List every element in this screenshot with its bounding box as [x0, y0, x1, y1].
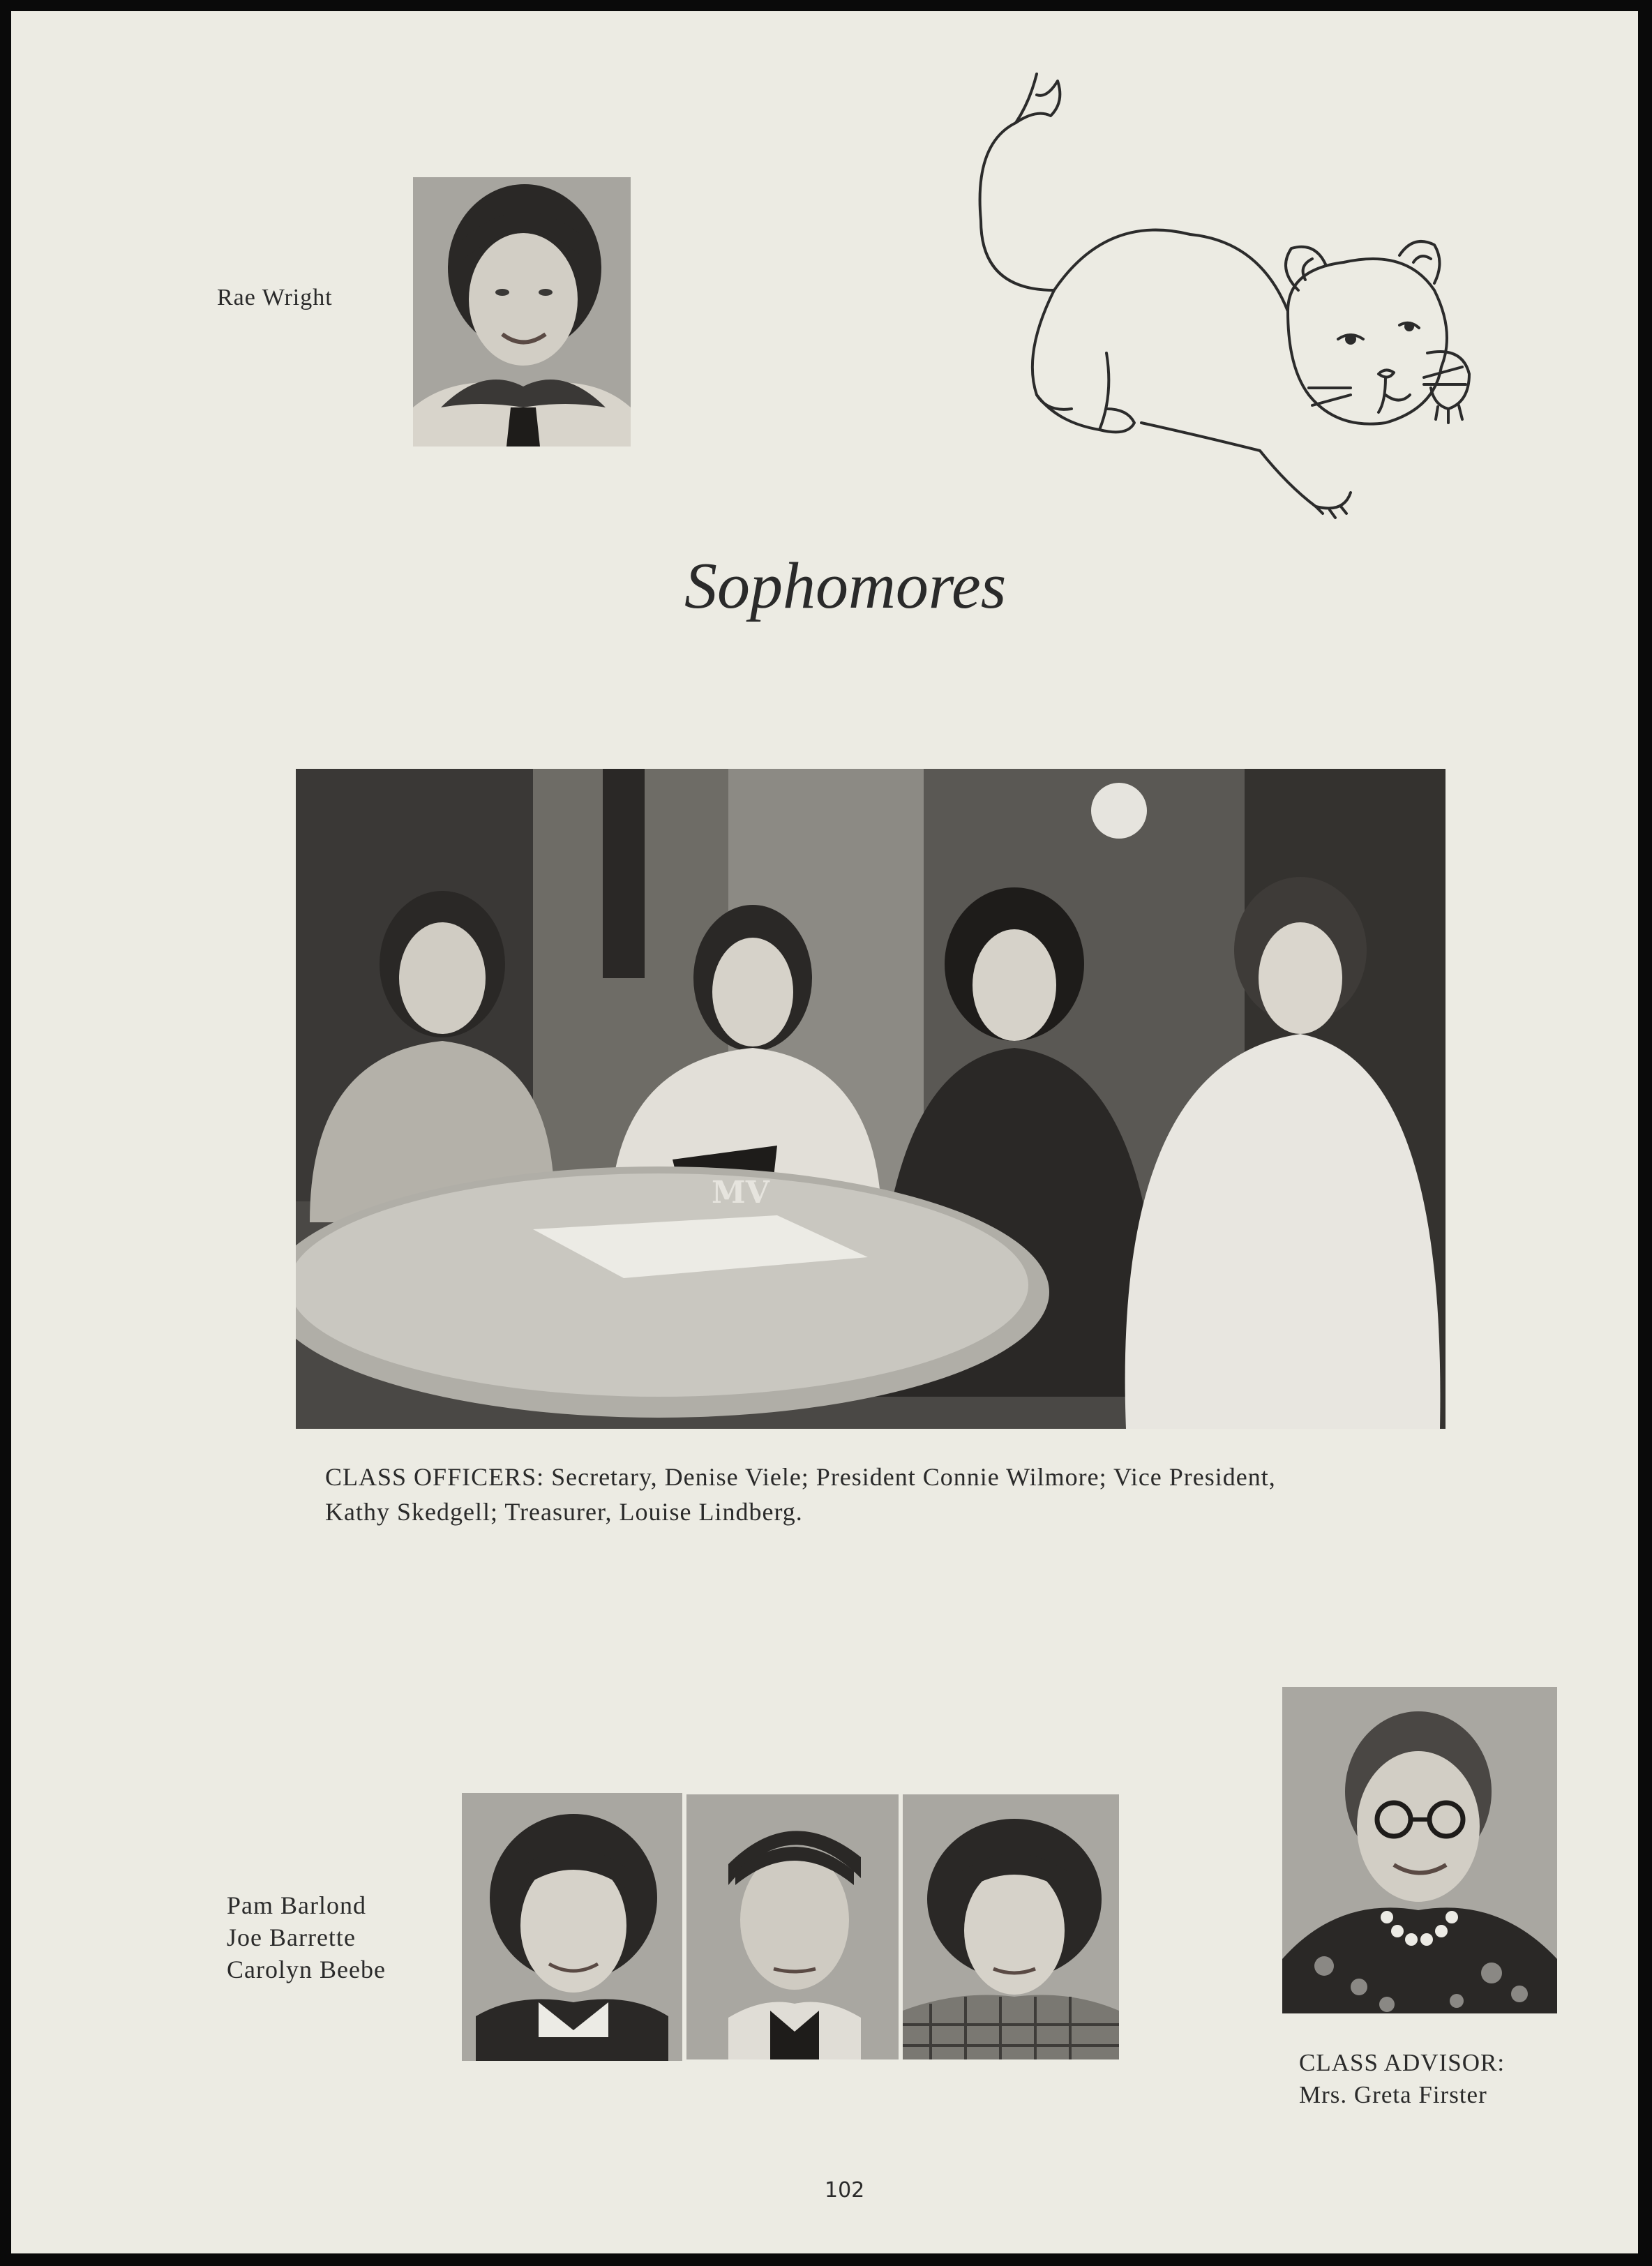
officers-caption-line-1: CLASS OFFICERS: Secretary, Denise Viele; President Connie Wilmore; Vice President, [325, 1463, 1276, 1491]
page-number: 102 [825, 2178, 865, 2203]
advisor-photo [1282, 1687, 1557, 2013]
portrait-name-list [227, 1889, 386, 1986]
portrait-name-3: Carolyn Beebe [227, 1956, 386, 1983]
yearbook-page [11, 11, 1638, 2253]
top-portrait-name: Rae Wright [217, 285, 333, 310]
portrait-photo-3 [903, 1794, 1119, 2059]
lion-cub-icon [897, 60, 1476, 534]
portrait-photo-1 [462, 1793, 682, 2061]
top-portrait-photo [413, 177, 631, 447]
advisor-label: CLASS ADVISOR: [1299, 2049, 1505, 2076]
portrait-photo-2 [686, 1794, 899, 2059]
pennant-text: MV [712, 1175, 769, 1210]
officers-caption-line-2: Kathy Skedgell; Treasurer, Louise Lindberg. [325, 1498, 803, 1526]
officers-caption [325, 1460, 1441, 1529]
advisor-name: Mrs. Greta Firster [1299, 2081, 1487, 2108]
class-officers-photo [296, 769, 1446, 1429]
portrait-name-2: Joe Barrette [227, 1923, 356, 1951]
portrait-name-1: Pam Barlond [227, 1891, 366, 1919]
advisor-caption [1299, 2047, 1505, 2111]
section-title: Sophomores [684, 550, 1007, 622]
